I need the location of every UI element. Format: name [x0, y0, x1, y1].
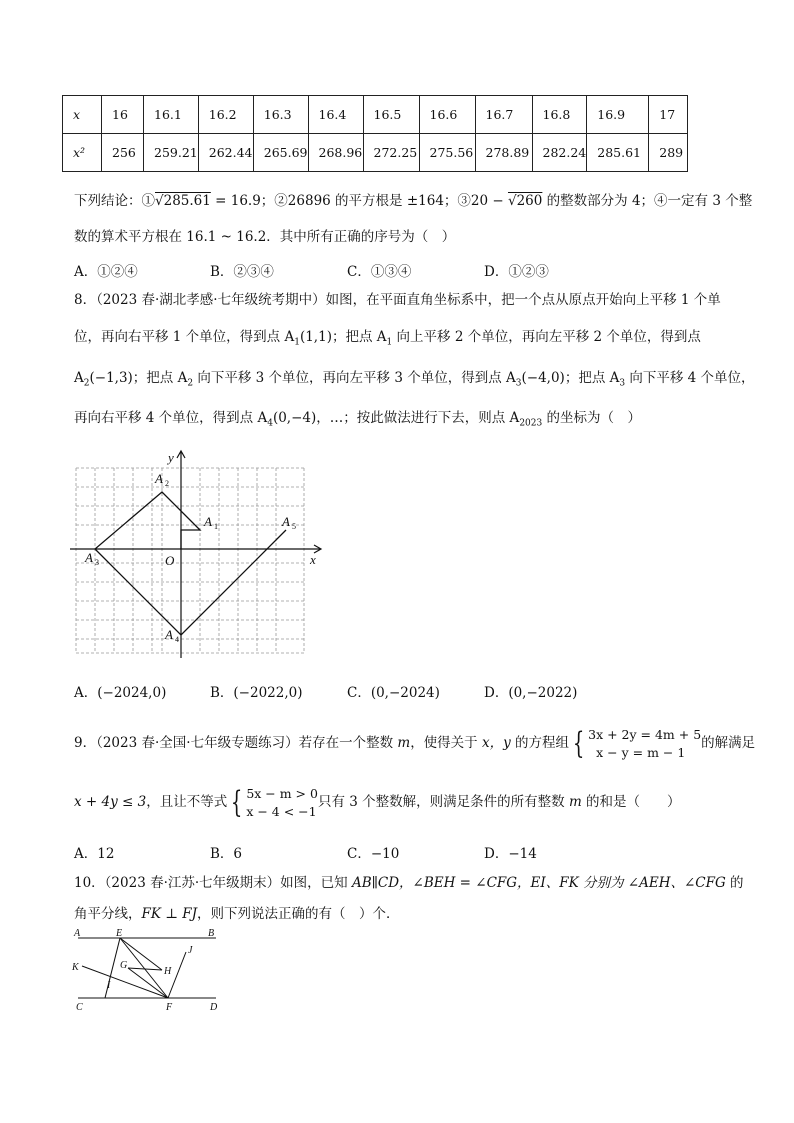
table-cell: 272.25 [363, 134, 419, 172]
y-axis-label: y [168, 450, 174, 465]
label-f: F [166, 1002, 173, 1013]
text: 的 [725, 875, 744, 891]
text: (−4,0)；把点 A [521, 370, 620, 386]
parallel-lines-figure [70, 928, 222, 1014]
table-cell: 16.4 [308, 96, 363, 134]
text: 向下平移 3 个单位，再向左平移 3 个单位，得到点 A [193, 370, 516, 386]
point-label-a4 [164, 627, 179, 644]
squares-table [62, 95, 688, 172]
q10-line1 [74, 873, 744, 893]
equation-system [588, 726, 701, 762]
svg-text:A: A [204, 514, 212, 529]
text: 的坐标为（ ） [542, 410, 642, 426]
text: 再向右平移 4 个单位，得到点 A [74, 410, 268, 426]
q8-option-d[interactable]: D．(0,−2022) [484, 685, 578, 701]
q10-line2 [74, 904, 400, 924]
subscript: 2 [83, 378, 90, 389]
svg-text:A: A [165, 627, 173, 642]
text: ，使得关于 [410, 735, 482, 751]
q8-option-c[interactable]: C．(0,−2024) [347, 685, 440, 701]
subscript: 4 [267, 418, 273, 429]
text: = 16.9；②26896 的平方根是 ±164；③20 − [210, 193, 508, 209]
text: 位，再向右平移 1 个单位，得到点 A [74, 329, 295, 345]
svg-text:5: 5 [292, 522, 296, 531]
table-cell: 16.5 [363, 96, 419, 134]
svg-text:3: 3 [95, 558, 99, 567]
q7-option-a[interactable]: A．①②④ [74, 264, 138, 280]
condition: FK ⊥ FJ [141, 906, 198, 922]
q7-statement-line2: 数的算术平方根在 16.1 ~ 16.2．其中所有正确的序号为（ ） [74, 229, 456, 245]
table-cell: 16.1 [144, 96, 199, 134]
label-b: B [208, 928, 215, 939]
text: 向下平移 4 个单位， [625, 370, 755, 386]
text: 只有 3 个整数解，则满足条件的所有整数 [317, 794, 569, 810]
q7-statement-line1 [74, 191, 752, 211]
table-cell: 16.3 [253, 96, 308, 134]
text: (−1,3)；把点 A [89, 370, 188, 386]
q9-option-c[interactable]: C．−10 [347, 846, 400, 862]
svg-text:A: A [85, 550, 93, 565]
equation-1: 3x + 2y = 4m + 5 [588, 726, 702, 742]
label-d: D [210, 1002, 218, 1013]
text: 9．（2023 春·全国·七年级专题练习）若存在一个整数 [74, 735, 398, 751]
text: 角平分线， [74, 906, 142, 922]
table-cell: 285.61 [587, 134, 649, 172]
label-g: G [120, 960, 128, 971]
table-cell: 262.44 [198, 134, 253, 172]
q9-line1 [74, 723, 755, 763]
variable-m: m [568, 794, 582, 810]
svg-text:A: A [282, 514, 290, 529]
text: A [74, 370, 84, 386]
text: 的解满足 [701, 735, 756, 751]
table-row [63, 134, 688, 172]
text: 下列结论：① [74, 193, 155, 209]
svg-text:4: 4 [175, 635, 179, 644]
table-cell: 282.24 [532, 134, 587, 172]
q8-line2 [74, 327, 701, 353]
point-label-a1 [203, 514, 218, 531]
table-cell: 265.69 [253, 134, 308, 172]
table-header-cell: x² [63, 134, 102, 172]
text: 10．（2023 春·江苏·七年级期末）如图，已知 [74, 875, 352, 891]
inequality-system [246, 785, 318, 821]
x-axis-label: x [310, 552, 316, 567]
table-cell: 259.21 [144, 134, 199, 172]
text: 的和是（ ） [581, 794, 681, 810]
q7-option-c[interactable]: C．①③④ [347, 264, 412, 280]
table-cell: 16 [102, 96, 144, 134]
inequality-2: x − 4 < −1 [246, 803, 317, 819]
label-c: C [76, 1002, 83, 1013]
svg-text:1: 1 [214, 522, 218, 531]
q7-option-b[interactable]: B．②③④ [210, 264, 274, 280]
text: ，且让不等式 [146, 794, 228, 810]
table-cell: 278.89 [475, 134, 532, 172]
table-row [63, 96, 688, 134]
subscript: 3 [515, 378, 522, 389]
variable-m: m [397, 735, 411, 751]
label-j: J [188, 945, 193, 956]
text: 的方程组 [510, 735, 570, 751]
subscript: 1 [386, 337, 393, 348]
point-label-a3 [84, 550, 99, 567]
table-cell: 268.96 [308, 134, 363, 172]
table-cell: 16.6 [419, 96, 475, 134]
subscript: 2 [187, 378, 194, 389]
inequality-1: 5x − m > 0 [246, 785, 318, 801]
text: ，则下列说法正确的有（ ）个． [197, 906, 400, 922]
svg-text:2: 2 [165, 479, 169, 488]
text: (1,1)；把点 A [299, 329, 387, 345]
table-cell: 16.8 [532, 96, 587, 134]
text: 的整数部分为 4；④一定有 3 个整 [542, 193, 753, 209]
point-label-a2 [154, 471, 169, 488]
subscript: 3 [619, 378, 626, 389]
q8-option-a[interactable]: A．(−2024,0) [74, 685, 167, 701]
label-i: I [107, 980, 111, 991]
coordinate-plane-figure [68, 448, 330, 663]
q9-option-d[interactable]: D．−14 [484, 846, 537, 862]
table-cell: 275.56 [419, 134, 475, 172]
label-e: E [116, 928, 123, 939]
text: 向上平移 2 个单位，再向左平移 2 个单位，得到点 [392, 329, 701, 345]
subscript: 2023 [519, 418, 543, 429]
q9-option-b[interactable]: B．6 [210, 846, 243, 862]
q9-option-a[interactable]: A．12 [74, 846, 115, 862]
label-h: H [164, 966, 172, 977]
q8-line4 [74, 408, 641, 434]
subscript: 1 [294, 337, 300, 348]
q9-line2 [74, 782, 681, 822]
condition: AB∥CD，∠BEH = ∠CFG，EI、FK 分别为 ∠AEH、∠CFG [351, 875, 726, 891]
variables-xy: x，y [481, 735, 511, 751]
q8-line3 [74, 368, 755, 394]
q8-line1: 8．（2023 春·湖北孝感·七年级统考期中）如图，在平面直角坐标系中，把一个点从原点开始向上平移 1 个单 [74, 292, 721, 308]
table-cell: 16.9 [587, 96, 649, 134]
origin-label: O [165, 553, 175, 568]
equation-2: x − y = m − 1 [596, 744, 686, 760]
q7-option-d[interactable]: D．①②③ [484, 264, 549, 280]
table-cell: 16.2 [198, 96, 253, 134]
q8-option-b[interactable]: B．(−2022,0) [210, 685, 303, 701]
text: (0,−4)，…；按此做法进行下去，则点 A [272, 410, 520, 426]
sqrt-expression: √285.61 [155, 193, 211, 209]
point-label-a5 [281, 514, 296, 531]
svg-text:A: A [155, 471, 163, 486]
table-cell: 256 [102, 134, 144, 172]
label-a: A [74, 928, 81, 939]
table-cell: 17 [649, 96, 688, 134]
brace: { [572, 725, 585, 761]
label-k: K [72, 962, 79, 973]
brace: { [231, 784, 243, 820]
table-header-cell: x [63, 96, 102, 134]
table-cell: 16.7 [475, 96, 532, 134]
sqrt-expression: √260 [507, 193, 543, 209]
table-cell: 289 [649, 134, 688, 172]
condition: x + 4y ≤ 3 [74, 794, 147, 810]
